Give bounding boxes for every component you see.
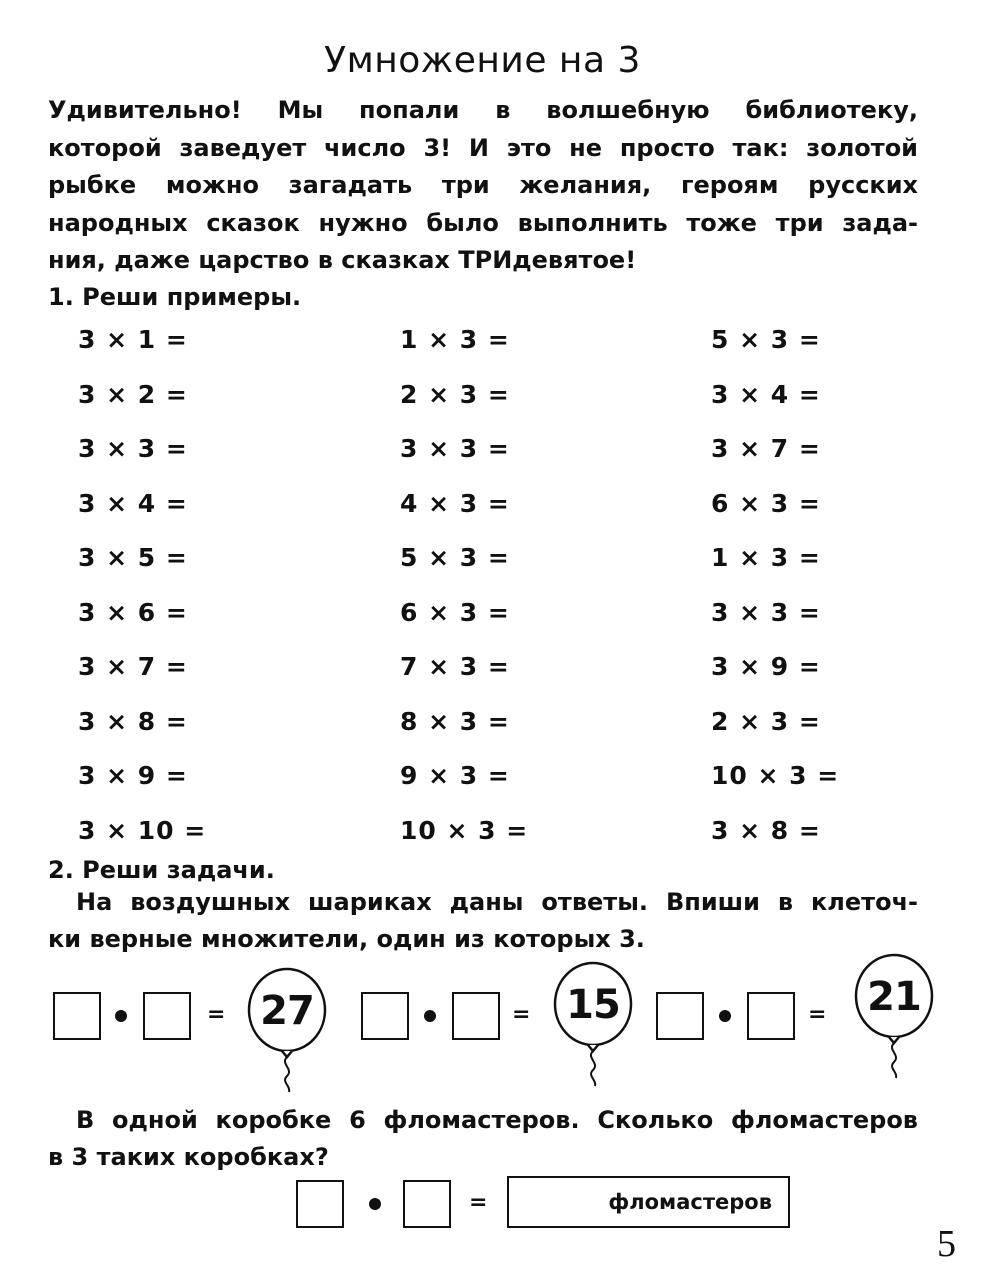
task1-heading: 1. Реши примеры. [48,283,302,311]
balloon-number: 15 [566,982,620,1028]
problem-text-line: В одной коробке 6 фломастеров. Сколько фломастеров [76,1106,918,1134]
example[interactable]: 6 × 3 = [400,597,510,627]
example[interactable]: 3 × 3 = [400,434,510,463]
task2-heading: 2. Реши задачи. [48,856,275,884]
example[interactable]: 2 × 3 = [711,706,821,736]
example[interactable]: 10 × 3 = [711,761,840,790]
problem-text-line: в 3 таких коробках? [48,1143,329,1171]
example[interactable]: 2 × 3 = [400,379,510,409]
example[interactable]: 5 × 3 = [711,325,821,354]
example[interactable]: 6 × 3 = [711,488,821,518]
balloon-answer [244,966,330,1096]
example[interactable]: 9 × 3 = [400,761,510,790]
example[interactable]: 3 × 10 = [78,815,207,845]
balloon-number: 27 [260,988,314,1034]
example[interactable]: 3 × 5 = [78,543,188,572]
intro-line: которой заведует число 3! И это не просто так: золотой [48,133,918,162]
balloon-number: 21 [867,974,921,1020]
example[interactable]: 3 × 9 = [78,761,188,790]
factor-box[interactable] [361,992,409,1040]
example[interactable]: 7 × 3 = [400,652,510,681]
balloon-answer [851,952,937,1082]
multiply-dot [424,1010,436,1022]
examples-column-2 [400,322,528,867]
intro-line: рыбке можно загадать три желания, героям русских [48,171,918,199]
answer-box[interactable] [507,1176,790,1228]
intro-line: Удивительно! Мы попали в волшебную библиотеку, [48,96,918,124]
examples-column-1 [78,322,206,867]
equals-sign: = [512,1002,531,1027]
factor-box[interactable] [403,1180,451,1228]
example[interactable]: 3 × 1 = [78,325,188,354]
factor-box[interactable] [296,1180,344,1228]
example[interactable]: 3 × 4 = [711,379,821,409]
intro-line: народных сказок нужно было выполнить тоже три зада- [48,208,918,237]
intro-line: ния, даже царство в сказках ТРИдевятое! [48,246,637,274]
multiply-dot [719,1010,731,1022]
example[interactable]: 3 × 7 = [711,434,821,463]
task2-text-line: ки верные множители, один из которых 3. [48,925,645,953]
factor-box[interactable] [452,992,500,1040]
example[interactable]: 5 × 3 = [400,543,510,572]
example[interactable]: 3 × 9 = [711,652,821,681]
balloon-equations-row [0,958,1000,1098]
task2-text-line: На воздушных шариках даны ответы. Впиши в клеточ- [76,888,918,916]
example[interactable]: 4 × 3 = [400,488,510,518]
equals-sign: = [469,1190,488,1215]
example[interactable]: 3 × 3 = [78,434,188,463]
balloon-answer [550,960,636,1090]
task2-instructions [48,884,918,958]
page-number: 5 [937,1223,956,1265]
example[interactable]: 3 × 7 = [78,652,188,681]
example[interactable]: 1 × 3 = [711,543,821,572]
word-problem [48,1102,918,1176]
example[interactable]: 3 × 8 = [78,706,188,736]
intro-paragraph [48,92,918,280]
example[interactable]: 1 × 3 = [400,325,510,354]
example[interactable]: 3 × 2 = [78,379,188,409]
factor-box[interactable] [747,992,795,1040]
example[interactable]: 8 × 3 = [400,706,510,736]
example[interactable]: 10 × 3 = [400,815,529,845]
answer-unit-label: фломастеров [608,1190,772,1214]
example[interactable]: 3 × 8 = [711,815,821,845]
factor-box[interactable] [143,992,191,1040]
examples-column-3 [711,322,839,867]
equals-sign: = [808,1002,827,1027]
equals-sign: = [207,1002,226,1027]
example[interactable]: 3 × 6 = [78,597,188,627]
page-title: Умножение на 3 [324,40,641,81]
factor-box[interactable] [656,992,704,1040]
multiply-dot [115,1010,127,1022]
multiply-dot [369,1198,381,1210]
example[interactable]: 3 × 3 = [711,597,821,627]
example[interactable]: 3 × 4 = [78,488,188,518]
factor-box[interactable] [53,992,101,1040]
